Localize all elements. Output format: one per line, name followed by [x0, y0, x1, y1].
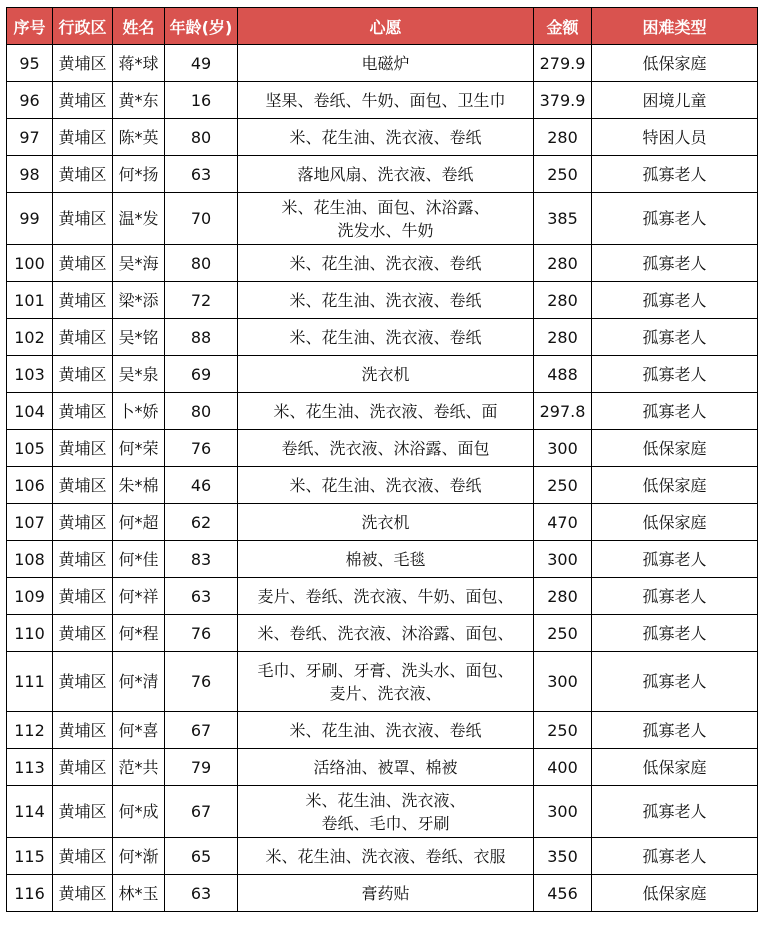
cell-wish — [238, 393, 534, 430]
cell-age: 80 — [165, 245, 238, 282]
cell-name: 何*成 — [113, 786, 165, 838]
wish-line: 米、花生油、洗衣液、 — [305, 790, 466, 810]
wish-line: 米、花生油、洗衣液、卷纸 — [289, 720, 482, 740]
header-amount: 金额 — [534, 8, 592, 45]
cell-amount: 280 — [534, 245, 592, 282]
cell-amount: 350 — [534, 838, 592, 875]
cell-age: 70 — [165, 193, 238, 245]
cell-wish — [238, 82, 534, 119]
cell-age: 63 — [165, 578, 238, 615]
header-no: 序号 — [7, 8, 53, 45]
cell-amount: 250 — [534, 156, 592, 193]
cell-amount: 385 — [534, 193, 592, 245]
cell-district: 黄埔区 — [53, 875, 113, 912]
cell-district: 黄埔区 — [53, 504, 113, 541]
cell-wish — [238, 541, 534, 578]
table-row — [7, 282, 758, 319]
wish-line: 活络油、被罩、棉被 — [313, 757, 458, 777]
cell-wish — [238, 245, 534, 282]
cell-name: 吴*铭 — [113, 319, 165, 356]
cell-name: 温*发 — [113, 193, 165, 245]
wish-line-2: 卷纸、毛巾、牙刷 — [321, 813, 450, 833]
table-row — [7, 615, 758, 652]
wish-line: 洗衣机 — [361, 364, 410, 384]
cell-amount: 297.8 — [534, 393, 592, 430]
wish-line: 米、花生油、洗衣液、卷纸 — [289, 253, 482, 273]
wish-line-2: 洗发水、牛奶 — [337, 220, 434, 240]
cell-wish — [238, 156, 534, 193]
cell-wish — [238, 786, 534, 838]
cell-no: 111 — [7, 652, 53, 712]
cell-no: 103 — [7, 356, 53, 393]
cell-district: 黄埔区 — [53, 786, 113, 838]
table-row — [7, 712, 758, 749]
cell-age: 63 — [165, 156, 238, 193]
cell-name: 黄*东 — [113, 82, 165, 119]
wish-line: 米、卷纸、洗衣液、沐浴露、面包、 — [257, 623, 514, 643]
cell-district: 黄埔区 — [53, 838, 113, 875]
cell-age: 67 — [165, 712, 238, 749]
cell-name: 吴*泉 — [113, 356, 165, 393]
cell-type: 低保家庭 — [592, 504, 758, 541]
cell-district: 黄埔区 — [53, 430, 113, 467]
cell-wish — [238, 652, 534, 712]
cell-type: 孤寡老人 — [592, 282, 758, 319]
cell-wish — [238, 712, 534, 749]
wish-line: 米、花生油、洗衣液、卷纸、面 — [273, 401, 498, 421]
cell-name: 何*超 — [113, 504, 165, 541]
table-row — [7, 156, 758, 193]
cell-type: 困境儿童 — [592, 82, 758, 119]
wish-line: 膏药贴 — [361, 883, 410, 903]
cell-wish — [238, 467, 534, 504]
cell-type: 孤寡老人 — [592, 786, 758, 838]
table-row — [7, 45, 758, 82]
header-name: 姓名 — [113, 8, 165, 45]
cell-amount: 250 — [534, 467, 592, 504]
cell-amount: 470 — [534, 504, 592, 541]
cell-name: 何*扬 — [113, 156, 165, 193]
table-row — [7, 875, 758, 912]
table-body — [7, 45, 758, 912]
wish-line: 米、花生油、面包、沐浴露、 — [281, 197, 490, 217]
cell-no: 113 — [7, 749, 53, 786]
cell-name: 何*荣 — [113, 430, 165, 467]
cell-age: 80 — [165, 119, 238, 156]
header-row — [7, 8, 758, 45]
cell-amount: 300 — [534, 786, 592, 838]
cell-name: 何*祥 — [113, 578, 165, 615]
wish-line: 毛巾、牙刷、牙膏、洗头水、面包、 — [257, 660, 514, 680]
table-row — [7, 82, 758, 119]
cell-wish — [238, 430, 534, 467]
cell-no: 110 — [7, 615, 53, 652]
cell-amount: 280 — [534, 119, 592, 156]
cell-type: 低保家庭 — [592, 749, 758, 786]
header-type: 困难类型 — [592, 8, 758, 45]
cell-wish — [238, 119, 534, 156]
cell-name: 何*程 — [113, 615, 165, 652]
wish-line: 米、花生油、洗衣液、卷纸 — [289, 475, 482, 495]
wish-line: 卷纸、洗衣液、沐浴露、面包 — [281, 438, 490, 458]
table-row — [7, 838, 758, 875]
cell-amount: 250 — [534, 712, 592, 749]
cell-type: 孤寡老人 — [592, 652, 758, 712]
table-row — [7, 356, 758, 393]
cell-type: 孤寡老人 — [592, 541, 758, 578]
header-wish: 心愿 — [238, 8, 534, 45]
table-row — [7, 245, 758, 282]
wish-line: 米、花生油、洗衣液、卷纸、衣服 — [265, 846, 506, 866]
cell-name: 范*共 — [113, 749, 165, 786]
cell-name: 陈*英 — [113, 119, 165, 156]
cell-age: 63 — [165, 875, 238, 912]
cell-amount: 280 — [534, 578, 592, 615]
cell-district: 黄埔区 — [53, 712, 113, 749]
cell-no: 114 — [7, 786, 53, 838]
wish-line: 米、花生油、洗衣液、卷纸 — [289, 290, 482, 310]
cell-age: 88 — [165, 319, 238, 356]
cell-age: 76 — [165, 615, 238, 652]
cell-no: 108 — [7, 541, 53, 578]
table-row — [7, 430, 758, 467]
cell-amount: 300 — [534, 430, 592, 467]
cell-age: 62 — [165, 504, 238, 541]
cell-age: 16 — [165, 82, 238, 119]
cell-no: 116 — [7, 875, 53, 912]
wish-line: 落地风扇、洗衣液、卷纸 — [297, 164, 474, 184]
cell-amount: 400 — [534, 749, 592, 786]
cell-wish — [238, 356, 534, 393]
wish-line: 米、花生油、洗衣液、卷纸 — [289, 127, 482, 147]
cell-age: 46 — [165, 467, 238, 504]
cell-type: 孤寡老人 — [592, 838, 758, 875]
cell-amount: 300 — [534, 541, 592, 578]
header-age: 年龄(岁) — [165, 8, 238, 45]
cell-district: 黄埔区 — [53, 282, 113, 319]
cell-name: 吴*海 — [113, 245, 165, 282]
cell-wish — [238, 578, 534, 615]
cell-no: 97 — [7, 119, 53, 156]
cell-wish — [238, 615, 534, 652]
cell-district: 黄埔区 — [53, 193, 113, 245]
cell-district: 黄埔区 — [53, 749, 113, 786]
cell-name: 何*渐 — [113, 838, 165, 875]
cell-type: 孤寡老人 — [592, 319, 758, 356]
cell-no: 104 — [7, 393, 53, 430]
cell-no: 107 — [7, 504, 53, 541]
cell-no: 105 — [7, 430, 53, 467]
cell-amount: 250 — [534, 615, 592, 652]
table-row — [7, 119, 758, 156]
cell-wish — [238, 875, 534, 912]
cell-district: 黄埔区 — [53, 578, 113, 615]
cell-no: 106 — [7, 467, 53, 504]
cell-type: 孤寡老人 — [592, 712, 758, 749]
cell-type: 低保家庭 — [592, 45, 758, 82]
cell-wish — [238, 193, 534, 245]
cell-no: 102 — [7, 319, 53, 356]
table-row — [7, 393, 758, 430]
table-row — [7, 786, 758, 838]
cell-district: 黄埔区 — [53, 652, 113, 712]
cell-no: 100 — [7, 245, 53, 282]
wish-line: 洗衣机 — [361, 512, 410, 532]
cell-no: 112 — [7, 712, 53, 749]
table-row — [7, 578, 758, 615]
cell-district: 黄埔区 — [53, 82, 113, 119]
cell-district: 黄埔区 — [53, 393, 113, 430]
cell-no: 115 — [7, 838, 53, 875]
table-row — [7, 467, 758, 504]
cell-age: 65 — [165, 838, 238, 875]
cell-wish — [238, 45, 534, 82]
wish-line: 棉被、毛毯 — [345, 549, 426, 569]
table-row — [7, 749, 758, 786]
cell-no: 96 — [7, 82, 53, 119]
cell-name: 蒋*球 — [113, 45, 165, 82]
table-row — [7, 504, 758, 541]
cell-district: 黄埔区 — [53, 245, 113, 282]
cell-name: 何*佳 — [113, 541, 165, 578]
cell-name: 朱*棉 — [113, 467, 165, 504]
cell-no: 95 — [7, 45, 53, 82]
cell-no: 109 — [7, 578, 53, 615]
cell-type: 孤寡老人 — [592, 156, 758, 193]
cell-age: 69 — [165, 356, 238, 393]
cell-type: 特困人员 — [592, 119, 758, 156]
wish-line-2: 麦片、洗衣液、 — [329, 683, 442, 703]
cell-district: 黄埔区 — [53, 119, 113, 156]
cell-no: 101 — [7, 282, 53, 319]
cell-type: 孤寡老人 — [592, 245, 758, 282]
wish-line: 坚果、卷纸、牛奶、面包、卫生巾 — [265, 90, 506, 110]
cell-amount: 279.9 — [534, 45, 592, 82]
cell-amount: 280 — [534, 319, 592, 356]
cell-amount: 300 — [534, 652, 592, 712]
cell-wish — [238, 319, 534, 356]
cell-district: 黄埔区 — [53, 541, 113, 578]
cell-name: 何*清 — [113, 652, 165, 712]
cell-age: 67 — [165, 786, 238, 838]
cell-district: 黄埔区 — [53, 319, 113, 356]
wish-line: 麦片、卷纸、洗衣液、牛奶、面包、 — [257, 586, 514, 606]
cell-type: 孤寡老人 — [592, 578, 758, 615]
header-district: 行政区 — [53, 8, 113, 45]
table-row — [7, 319, 758, 356]
table-row — [7, 541, 758, 578]
cell-age: 76 — [165, 430, 238, 467]
cell-amount: 379.9 — [534, 82, 592, 119]
cell-wish — [238, 504, 534, 541]
cell-type: 孤寡老人 — [592, 193, 758, 245]
cell-type: 孤寡老人 — [592, 393, 758, 430]
cell-age: 72 — [165, 282, 238, 319]
cell-amount: 488 — [534, 356, 592, 393]
cell-no: 98 — [7, 156, 53, 193]
cell-district: 黄埔区 — [53, 467, 113, 504]
cell-district: 黄埔区 — [53, 45, 113, 82]
cell-wish — [238, 838, 534, 875]
wish-line: 电磁炉 — [361, 53, 410, 73]
wish-table — [6, 7, 758, 912]
table-row — [7, 193, 758, 245]
wish-line: 米、花生油、洗衣液、卷纸 — [289, 327, 482, 347]
cell-name: 何*喜 — [113, 712, 165, 749]
cell-wish — [238, 282, 534, 319]
cell-district: 黄埔区 — [53, 615, 113, 652]
cell-name: 卜*娇 — [113, 393, 165, 430]
cell-type: 孤寡老人 — [592, 615, 758, 652]
cell-amount: 456 — [534, 875, 592, 912]
table-row — [7, 652, 758, 712]
cell-age: 79 — [165, 749, 238, 786]
cell-age: 76 — [165, 652, 238, 712]
cell-type: 低保家庭 — [592, 467, 758, 504]
cell-amount: 280 — [534, 282, 592, 319]
cell-no: 99 — [7, 193, 53, 245]
cell-name: 林*玉 — [113, 875, 165, 912]
cell-name: 梁*添 — [113, 282, 165, 319]
cell-type: 孤寡老人 — [592, 356, 758, 393]
cell-age: 49 — [165, 45, 238, 82]
cell-age: 83 — [165, 541, 238, 578]
cell-type: 低保家庭 — [592, 875, 758, 912]
cell-district: 黄埔区 — [53, 156, 113, 193]
cell-age: 80 — [165, 393, 238, 430]
cell-type: 低保家庭 — [592, 430, 758, 467]
cell-district: 黄埔区 — [53, 356, 113, 393]
cell-wish — [238, 749, 534, 786]
